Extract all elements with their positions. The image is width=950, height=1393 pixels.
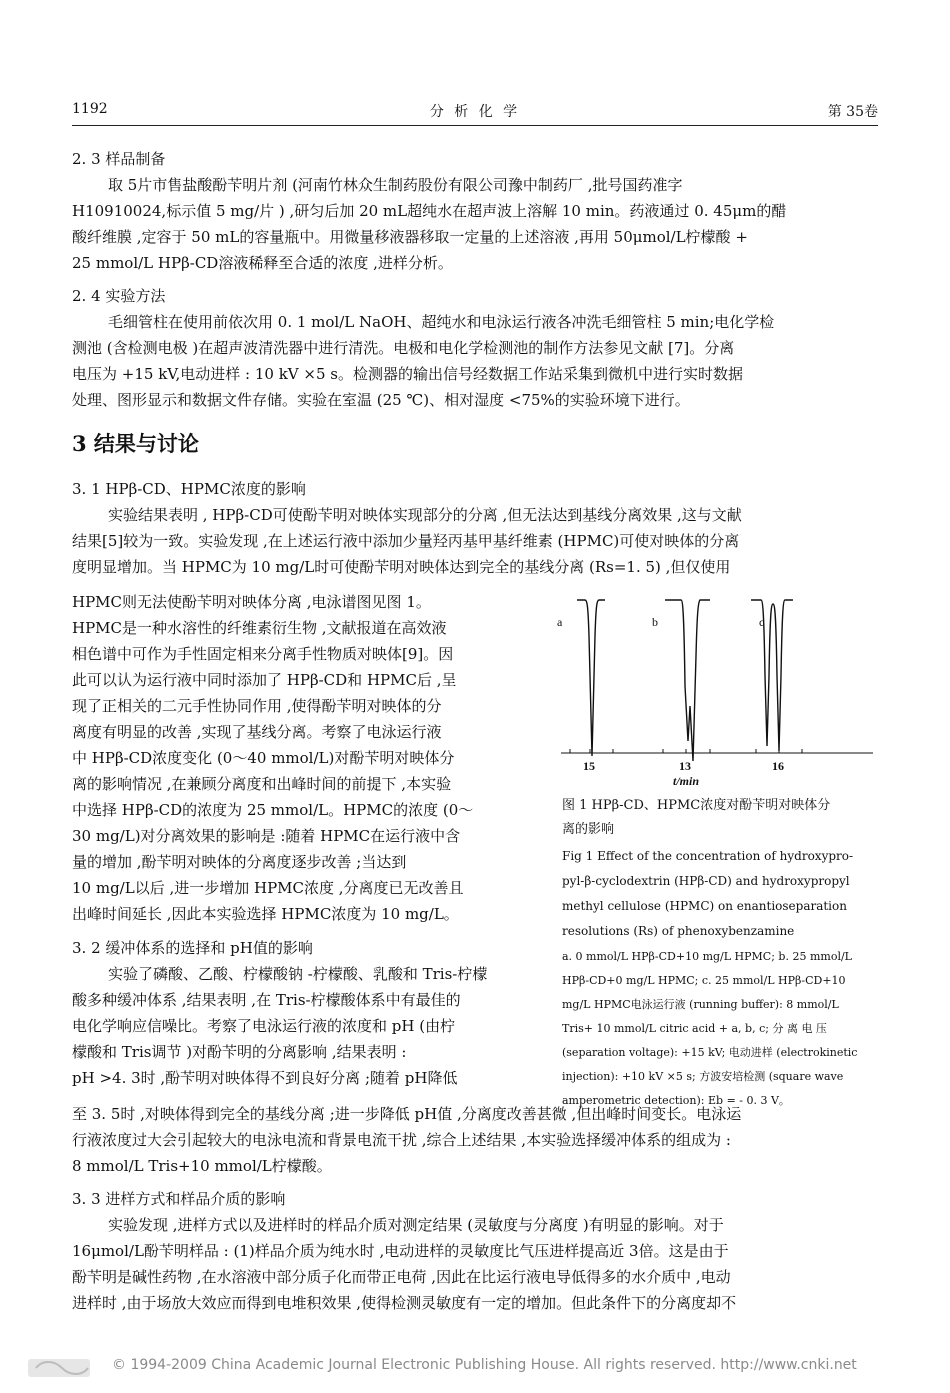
volume-label: 第 35卷 <box>827 104 878 120</box>
text-line: 10 mg/L以后 ,进一步增加 HPMC浓度 ,分离度已无改善且 <box>72 879 464 897</box>
panel-label-c: c <box>759 615 765 629</box>
panel-label-b: b <box>652 615 658 629</box>
tick-label-16: 16 <box>772 759 784 773</box>
text-line: 中 HPβ-CD浓度变化 (0～40 mmol/L)对酚苄明对映体分 <box>72 749 455 767</box>
caption-line: amperometric detection): Eb = - 0. 3 V。 <box>562 1094 790 1107</box>
text-line: 8 mmol/L Tris+10 mmol/L柠檬酸。 <box>72 1157 332 1175</box>
section-heading: 3. 1 HPβ-CD、HPMC浓度的影响 <box>72 480 306 498</box>
caption-line: 图 1 HPβ-CD、HPMC浓度对酚苄明对映体分 <box>562 798 831 813</box>
footer <box>0 1351 950 1393</box>
trace-c <box>751 600 793 751</box>
text-line: pH >4. 3时 ,酚苄明对映体得不到良好分离 ;随着 pH降低 <box>72 1069 458 1087</box>
text-line: 取 5片市售盐酸酚苄明片剂 (河南竹林众生制药股份有限公司豫中制药厂 ,批号国药准字 <box>108 176 683 194</box>
text-line: 实验了磷酸、乙酸、柠檬酸钠 -柠檬酸、乳酸和 Tris-柠檬 <box>108 965 488 983</box>
panel-label-a: a <box>557 615 563 629</box>
section-heading: 2. 3 样品制备 <box>72 150 166 168</box>
caption-line: injection): +10 kV ×5 s; 方波安培检测 (square wave <box>562 1070 844 1083</box>
text-line: 中选择 HPβ-CD的浓度为 25 mmol/L。HPMC的浓度 (0～ <box>72 801 474 819</box>
text-line: 现了正相关的二元手性协同作用 ,使得酚苄明对映体的分 <box>72 697 442 715</box>
text-line: 酸纤维膜 ,定容于 50 mL的容量瓶中。用微量移液器移取一定量的上述溶液 ,再用 50μmol/L柠檬酸 + <box>72 228 748 246</box>
text-line: 电压为 +15 kV,电动进样 : 10 kV ×5 s。检测器的输出信号经数据工作站采集到微机中进行实时数据 <box>72 365 743 383</box>
text-line: 16μmol/L酚苄明样品 : (1)样品介质为纯水时 ,电动进样的灵敏度比气压进样提高近 3倍。这是由于 <box>72 1242 729 1260</box>
text-line: HPMC是一种水溶性的纤维素衍生物 ,文献报道在高效液 <box>72 619 447 637</box>
cnki-logo-icon <box>28 1355 98 1381</box>
text-line: 实验发现 ,进样方式以及进样时的样品介质对测定结果 (灵敏度与分离度 )有明显的影响。对于 <box>108 1216 724 1234</box>
caption-line: Tris+ 10 mmol/L citric acid + a, b, c; 分 离 电 压 <box>562 1022 827 1035</box>
journal-title: 分 析 化 学 <box>429 104 521 120</box>
text-line: H10910024,标示值 5 mg/片 ) ,研匀后加 20 mL超纯水在超声波上溶解 10 min。药液通过 0. 45μm的醋 <box>72 202 787 220</box>
tick-label-13: 13 <box>679 759 691 773</box>
text-line: 至 3. 5时 ,对映体得到完全的基线分离 ;进一步降低 pH值 ,分离度改善甚微 ,但出峰时间变长。电泳运 <box>72 1105 742 1123</box>
text-line: 檬酸和 Tris调节 )对酚苄明的分离影响 ,结果表明 : <box>72 1043 407 1061</box>
text-line: 度明显增加。当 HPMC为 10 mg/L时可使酚苄明对映体达到完全的基线分离 (Rs=1. 5) ,但仅使用 <box>72 558 731 576</box>
running-header <box>72 101 878 123</box>
caption-line: mg/L HPMC电泳运行液 (running buffer): 8 mmol/L <box>562 998 839 1011</box>
copyright-notice: © 1994-2009 China Academic Journal Electronic Publishing House. All rights reserved. http://www.cnki.net <box>112 1357 857 1373</box>
caption-line: HPβ-CD+0 mg/L HPMC; c. 25 mmol/L HPβ-CD+10 <box>562 974 846 987</box>
trace-b <box>665 600 710 761</box>
caption-line: a. 0 mmol/L HPβ-CD+10 mg/L HPMC; b. 25 mmol/L <box>562 950 852 963</box>
text-line: 此可以认为运行液中同时添加了 HPβ-CD和 HPMC后 ,呈 <box>72 671 457 689</box>
caption-line: pyl-β-cyclodextrin (HPβ-CD) and hydroxypropyl <box>562 874 850 888</box>
caption-line: (separation voltage): +15 kV; 电动进样 (electrokinetic <box>562 1046 858 1059</box>
text-line: 结果[5]较为一致。实验发现 ,在上述运行液中添加少量羟丙基甲基纤维素 (HPMC)可使对映体的分离 <box>72 532 740 550</box>
text-line: 离的影响情况 ,在兼顾分离度和出峰时间的前提下 ,本实验 <box>72 775 452 793</box>
text-line: 离度有明显的改善 ,实现了基线分离。考察了电泳运行液 <box>72 723 442 741</box>
text-line: 电化学响应信噪比。考察了电泳运行液的浓度和 pH (由柠 <box>72 1017 456 1035</box>
text-line: 25 mmol/L HPβ-CD溶液稀释至合适的浓度 ,进样分析。 <box>72 254 453 272</box>
caption-line: 离的影响 <box>562 822 615 837</box>
text-line: 相色谱中可作为手性固定相来分离手性物质对映体[9]。因 <box>72 645 454 663</box>
section-heading: 2. 4 实验方法 <box>72 287 166 305</box>
text-line: 实验结果表明 , HPβ-CD可使酚苄明对映体实现部分的分离 ,但无法达到基线分离效果 ,这与文献 <box>108 506 742 524</box>
tick-label-15: 15 <box>583 759 595 773</box>
text-line: 毛细管柱在使用前依次用 0. 1 mol/L NaOH、超纯水和电泳运行液各冲洗毛细管柱 5 min;电化学检 <box>108 313 775 331</box>
text-line: 30 mg/L)对分离效果的影响是 :随着 HPMC在运行液中含 <box>72 827 461 845</box>
section-heading: 3. 3 进样方式和样品介质的影响 <box>72 1190 286 1208</box>
header-rule <box>72 125 878 126</box>
text-line: 进样时 ,由于场放大效应而得到电堆积效果 ,使得检测灵敏度有一定的增加。但此条件下的分离度却不 <box>72 1294 737 1312</box>
text-line: HPMC则无法使酚苄明对映体分离 ,电泳谱图见图 1。 <box>72 593 431 611</box>
text-line: 酸多种缓冲体系 ,结果表明 ,在 Tris-柠檬酸体系中有最佳的 <box>72 991 461 1009</box>
text-line: 出峰时间延长 ,因此本实验选择 HPMC浓度为 10 mg/L。 <box>72 905 459 923</box>
section-heading: 3 结果与讨论 <box>72 431 199 456</box>
caption-line: Fig 1 Effect of the concentration of hydroxypro- <box>562 849 854 863</box>
section-heading: 3. 2 缓冲体系的选择和 pH值的影响 <box>72 939 313 957</box>
text-line: 酚苄明是碱性药物 ,在水溶液中部分质子化而带正电荷 ,因此在比运行液电导低得多的水介质中 ,电动 <box>72 1268 731 1286</box>
text-line: 处理、图形显示和数据文件存储。实验在室温 (25 ℃)、相对湿度 <75%的实验环境下进行。 <box>72 391 690 409</box>
caption-line: resolutions (Rs) of phenoxybenzamine <box>562 924 795 938</box>
figure-1-electropherogram <box>555 596 880 791</box>
page-number: 1192 <box>72 101 108 117</box>
text-line: 行液浓度过大会引起较大的电泳电流和背景电流干扰 ,综合上述结果 ,本实验选择缓冲体系的组成为 : <box>72 1131 731 1149</box>
text-line: 测池 (含检测电极 )在超声波清洗器中进行清洗。电极和电化学检测池的制作方法参见文献 [7]。分离 <box>72 339 735 357</box>
caption-line: methyl cellulose (HPMC) on enantioseparation <box>562 899 847 913</box>
axis-label-time: t/min <box>673 774 700 788</box>
trace-a <box>577 600 605 756</box>
text-line: 量的增加 ,酚苄明对映体的分离度逐步改善 ;当达到 <box>72 853 407 871</box>
